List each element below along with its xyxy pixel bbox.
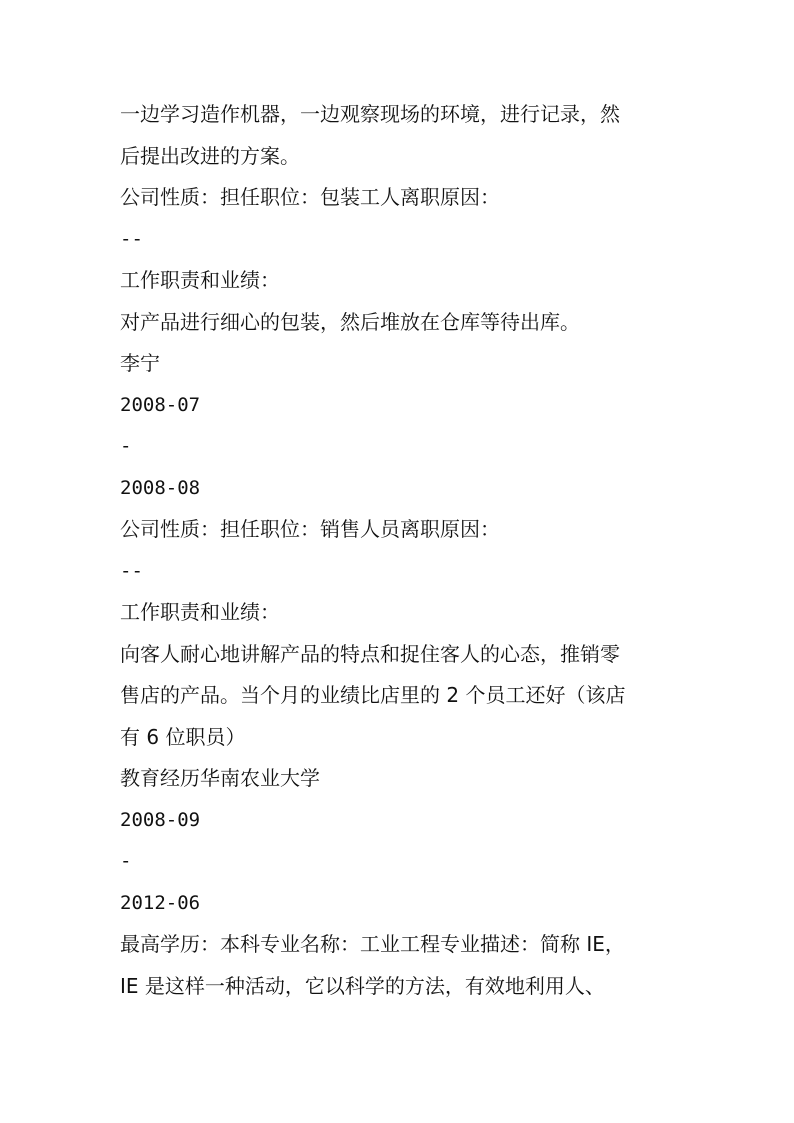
separator-dashes: -- [120, 227, 143, 250]
job-info-line: 公司性质：担任职位：销售人员离职原因： [120, 517, 500, 541]
job-info-line: 公司性质：担任职位：包装工人离职原因： [120, 185, 500, 209]
date-separator: - [120, 435, 132, 457]
section-heading: 工作职责和业绩： [120, 268, 280, 292]
education-heading: 教育经历华南农业大学 [120, 766, 320, 790]
body-text-line: 向客人耐心地讲解产品的特点和捉住客人的心态，推销零 [120, 641, 620, 666]
body-text-line: IE 是这样一种活动，它以科学的方法，有效地利用人、 [120, 973, 605, 998]
document-body [120, 94, 680, 1007]
body-text-line: 有 6 位职员） [120, 724, 246, 749]
company-name: 李宁 [120, 351, 160, 375]
start-date: 2008-07 [120, 393, 201, 416]
body-text-line: 一边学习造作机器，一边观察现场的环境，进行记录，然 [120, 102, 620, 126]
end-date: 2008-08 [120, 476, 201, 499]
education-info-line: 最高学历：本科专业名称：工业工程专业描述：简称 IE， [120, 932, 625, 956]
date-separator: - [120, 850, 132, 872]
end-date: 2012-06 [120, 891, 201, 914]
section-heading: 工作职责和业绩： [120, 600, 280, 624]
body-text-line: 售店的产品。当个月的业绩比店里的 2 个员工还好（该店 [120, 683, 626, 707]
separator-dashes: -- [120, 559, 143, 582]
body-text-line: 后提出改进的方案。 [120, 143, 300, 168]
body-text-line: 对产品进行细心的包装，然后堆放在仓库等待出库。 [120, 309, 580, 334]
start-date: 2008-09 [120, 808, 201, 831]
